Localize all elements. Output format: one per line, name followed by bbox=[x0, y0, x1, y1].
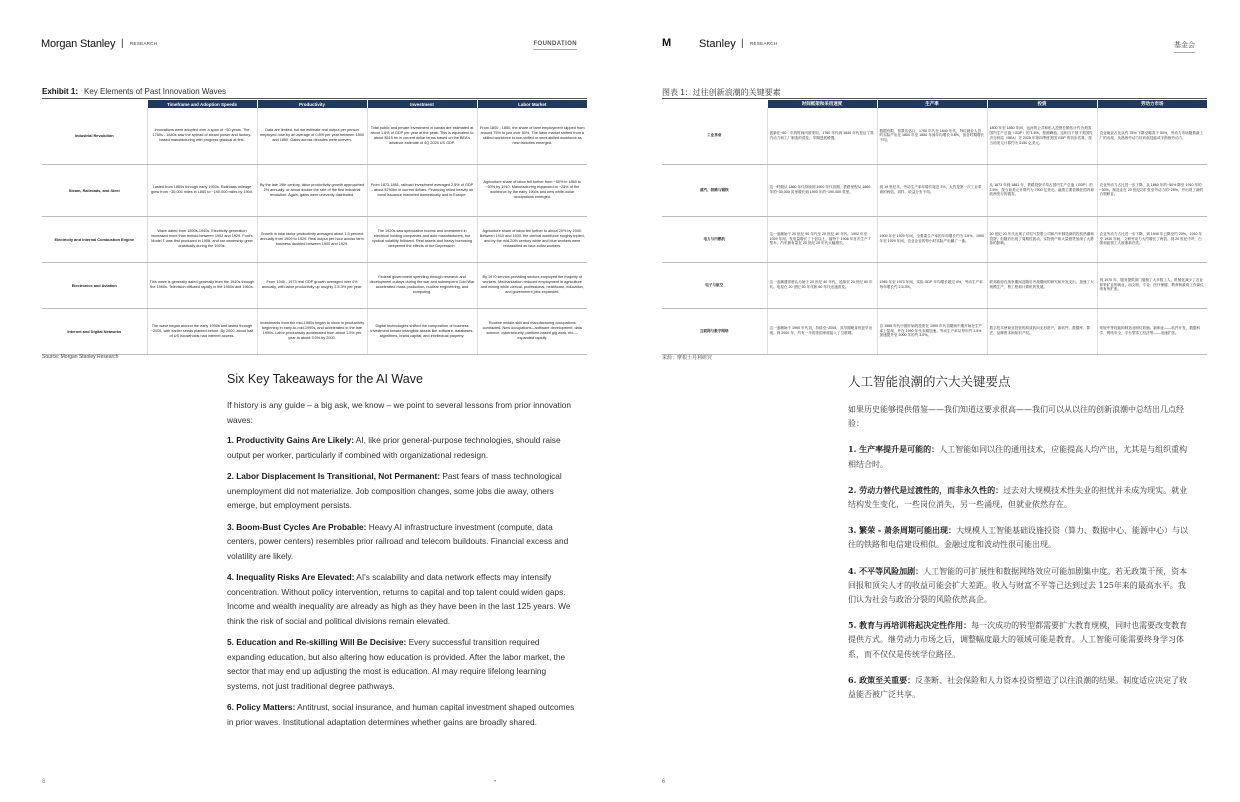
takeaway-title: 1. 生产率提升是可能的： bbox=[848, 444, 940, 455]
table-cell: 联邦政府在战争期间及随后冷战期间的研究和开发支出，加速了大规模生产、核工程和计算机的发展。 bbox=[987, 262, 1097, 308]
exhibit-label: Exhibit 1: bbox=[42, 87, 79, 96]
table-row bbox=[42, 216, 587, 262]
table-cell: Data are limited, but we estimate real output per person employed rose by an average of 0.8% per year between 1800 and 1850. Gains across decades were uneven. bbox=[257, 108, 367, 164]
page-number: 6 bbox=[42, 779, 46, 785]
table-cell: Agriculture share of labor fell further from ~50% in 1860 to ~30% by 1910. Manufacturing expanded to ~25% of the workforce by the early 1900s and new white-collar occupations emerged. bbox=[477, 164, 587, 216]
takeaway-item bbox=[227, 433, 577, 462]
takeaway-title: 2. 劳动力替代是过渡性的，而非永久性的： bbox=[848, 484, 1004, 495]
table-cell: 这一浪潮始于 20 世纪 90 年代至 20 世纪 40 年代。1902 年至 1929 年间，发电量增长了十倍以上。福特于 1908 年首次生产 T 型车，汽车拥有量在 20 世纪 20 年代大幅增长。 bbox=[767, 216, 877, 262]
table-cell: 1909 年至 1929 年间，全要素生产率的年均增长约为 1.5%。1900 年至 1929 年间，农业企业的每小时实际产出翻了一番。 bbox=[877, 216, 987, 262]
table-cell: Wave dated from 1890s-1940s. Electricity generation increased more than tenfold between 1902 and 1929. Ford's Model T was first produced in 1908, and car ownership grew drastically during the 1920s. bbox=[147, 216, 257, 262]
takeaway-title: 5. 教育与再培训将起决定性作用： bbox=[848, 620, 972, 631]
table-header: Investment bbox=[367, 100, 477, 108]
row-label: 蒸汽、铁路与钢铁 bbox=[662, 164, 767, 216]
exhibit-table bbox=[662, 100, 1207, 355]
table-cell: 20 世纪 20 年代出现了对电气控股公司和汽车制造商的投机热潮和投资，但随后出现了周期性波动。实物资产和大量借贷加深了大萧条的影响。 bbox=[987, 216, 1097, 262]
table-cell: Digital technologies shifted the composition of business investment toward intangible assets like software, databases, algorithms, brand capital, and intellectual property. bbox=[367, 308, 477, 354]
table-row bbox=[42, 308, 587, 354]
table-cell: 到 1970 年，服务提供部门雇佣了大多数工人。机械化减少了农业和采矿业的就业，而文职、专业、医疗保健、教育和政府工作岗位则有所扩张。 bbox=[1097, 262, 1207, 308]
table-cell: 这一时期从 1860 年代持续到 1900 年代初期，铁路里程从 1860 年的~30,000 英里增长到 1900 年的~190,000 英里。 bbox=[767, 164, 877, 216]
row-label: 电子与航空 bbox=[662, 262, 767, 308]
brand-logo-m: M bbox=[662, 37, 672, 49]
row-label: 互联网与数字网络 bbox=[662, 308, 767, 354]
table-cell: Total public and private investment in canals are estimated at about 1.6% of GDP per year at the peak. This is equivalent to about $515 bn in current dollar terms based on the BEA's advance estimate of 4Q 2025 US GDP. bbox=[367, 108, 477, 164]
takeaway-item bbox=[848, 673, 1193, 702]
table-header-row bbox=[42, 100, 587, 108]
brand-logo-rest: Stanley bbox=[699, 38, 736, 50]
exhibit-divider bbox=[42, 98, 587, 99]
table-cell: 农业就业占比从约 75% 下降至略高于 50%，劳动力市场随着新工厂的出现，从熟练劳动力转向低技能或半熟练劳动力。 bbox=[1097, 108, 1207, 164]
takeaway-text: AI's scalability and data network effects may intensify concentration. Without policy intervention, returns to capital and top talent could widen gaps. Income and wealth inequality are already as high as they have been in the last 125 years. We think the risk of social and political divisions remain elevated. bbox=[227, 572, 571, 626]
exhibit-table bbox=[42, 100, 587, 355]
page-number: 6 bbox=[662, 779, 666, 785]
exhibit-title: 图表 1：过往创新浪潮的关键要素 bbox=[662, 88, 781, 97]
takeaway-item bbox=[227, 700, 577, 729]
takeaway-item bbox=[848, 564, 1193, 608]
brand-separator: | bbox=[121, 38, 124, 49]
table-cell: Federal government spending through research and development outlays during the war and subsequent Cold War accelerated mass production, nuclear engineering, and computing. bbox=[367, 262, 477, 308]
takeaway-text: 人工智能如同以往的通用技术，应能提高人均产出，尤其是与组织重构相结合时。 bbox=[848, 445, 1188, 469]
takeaway-title: 3. Boom-Bust Cycles Are Probable: bbox=[227, 521, 367, 532]
takeaway-text: Antitrust, social insurance, and human capital investment shaped outcomes in prior waves. Institutional adaptation determines whether gains are broadly shared. bbox=[227, 702, 575, 727]
takeaway-text: Past fears of mass technological unemployment did not materialize. Job composition changes, some jobs die away, others emerge, but employment persists. bbox=[227, 471, 562, 510]
exhibit-title-text: Key Elements of Past Innovation Waves bbox=[84, 87, 227, 96]
table-cell: Innovations were adopted over a span of ~50 years. The 1760s - 1840s saw the spread of steam power and factory-based manufacturing with progress gradual at first. bbox=[147, 108, 257, 164]
takeaway-item bbox=[227, 635, 577, 693]
takeaway-text: 过去对大规模技术性失业的担忧并未成为现实。就业结构发生变化，一些岗位消失，另一些涌现，但就业依然存在。 bbox=[848, 485, 1188, 510]
table-cell: 1800 年至 1850 年间，运河的公共和私人投资总额估计约为美国国内生产总值（GDP）的 1.6%。按照峰值，这相当于基于美国经济分析局（BEA）对 2025 年第四季度美国 GDP 的初步估算，按当前美元计算约为 5150 亿美元。 bbox=[987, 108, 1097, 164]
takeaway-title: 2. Labor Displacement Is Transitional, Not Permanent: bbox=[227, 471, 441, 481]
row-label: Industrial Revolution bbox=[42, 108, 147, 164]
table-row bbox=[42, 108, 587, 164]
table-cell: Growth in total factor productivity averaged about 1.5 percent annually from 1909 to 1929. Real output per hour across farm business doubled between 1900 and 1929. bbox=[257, 216, 367, 262]
takeaway-item bbox=[848, 523, 1193, 552]
table-row bbox=[42, 164, 587, 216]
brand-separator: | bbox=[741, 38, 744, 49]
table-cell: 常规中等技能和制造业职位收缩。新职业——软件开发、数据科学、网络安全、平台型零工经济等——迅速扩张。 bbox=[1097, 308, 1207, 354]
takeaway-text: 反垄断、社会保险和人力资本投资塑造了以往浪潮的结果。制度适应决定了收益能否被广泛共享。 bbox=[848, 675, 1188, 700]
table-cell: 农业劳动力占比进一步下降，到 1940 年已降至约 20%。1910 年至 1930 年间，文职劳动力大约增长了两倍。到 20 世纪中叶，白领和蓝领工人被重新归类。 bbox=[1097, 216, 1207, 262]
takeaways-intro: 如果历史能够提供借鉴——我们知道这要求很高——我们可以从以往的创新浪潮中总结出几点经验： bbox=[848, 405, 1184, 429]
table-cell: 到 19 世纪末，劳动生产率年增长接近 2%，大约是第一次工业革命的两倍。同样，收益分布不均。 bbox=[877, 164, 987, 216]
takeaways-intro: If history is any guide – a big ask, we know – we point to several lessons from prior innovation waves: bbox=[227, 400, 572, 425]
takeaway-title: 6. Policy Matters: bbox=[227, 702, 296, 712]
section-label: FOUNDATION bbox=[533, 41, 577, 50]
takeaway-item bbox=[848, 442, 1193, 471]
chinese-page bbox=[620, 0, 1240, 802]
table-row bbox=[662, 164, 1207, 216]
table-header: 投资 bbox=[987, 100, 1097, 108]
table-cell: From 1873-1881, railroad investment averaged 2.5% of GDP – about $790bn in current dollars. Financing relied heavily on bond issuance marketed domestically and in Europe. bbox=[367, 164, 477, 216]
takeaway-text: Every successful transition required expanding education, but also altering how education is provided. After the labor market, the sector that may end up adjusting the most is education. AI may require lifelong learning systems, not just traditional degree pathways. bbox=[227, 637, 566, 691]
takeaway-title: 6. 政策至关重要： bbox=[848, 674, 916, 685]
row-label: Internet and Digital Networks bbox=[42, 308, 147, 354]
takeaways-section bbox=[227, 372, 577, 736]
table-cell: 1945 年至 1973 年间，实际 GDP 年均增长超过 4%，劳动生产率每年增长约 2.5-3%。 bbox=[877, 262, 987, 308]
takeaway-item bbox=[848, 483, 1193, 512]
table-header bbox=[662, 100, 767, 108]
table-cell: 从 1873 年到 1881 年，铁路投资平均占国内生产总值（GDP）的 2.5%，按当前美元计算约为 7900 亿美元。融资主要依赖在国内和欧洲发行的债券。 bbox=[987, 164, 1097, 216]
table-cell: Investments from the mid-1980s began to show in productivity beginning in early-to-mid-1990s, and accelerated in the late 1990s. Labor productivity accelerated from about 1.5% per year to about 3.0% by 2000. bbox=[257, 308, 367, 354]
table-cell: This wave is generally dated generally from the 1940s through the 1960s. Television diffused rapidly in the 1950s and 1960s. bbox=[147, 262, 257, 308]
table-cell: 这一浪潮始于 1990 年代初，持续至~2005，其早期萌芽则更早出现。到 2000 年，约有一半的美国家庭接入了互联网。 bbox=[767, 308, 877, 354]
table-header: Labor Market bbox=[477, 100, 587, 108]
table-row bbox=[662, 262, 1207, 308]
table-cell: From 1800 - 1850, the share of farm employment slipped from around 75% to just over 50%. The labor market shifted from a skilled workforce to low-skilled or semi-skilled workforce as new factories emerged. bbox=[477, 108, 587, 164]
takeaway-text: 每一次成功的转型都需要扩大教育规模，同时也需要改变教育提供方式。继劳动力市场之后，调整幅度最大的领域可能是教育。人工智能可能需要终身学习体系，而不仅仅是传统学位路径。 bbox=[848, 621, 1188, 659]
row-label: 工业革命 bbox=[662, 108, 767, 164]
table-header: Timeframe and Adoption Speeds bbox=[147, 100, 257, 108]
table-cell: 农业劳动力占比进一步下降，从 1860 年的~50% 降至 1910 年的~30%。制造业在 20 世纪初扩张至劳动力的~25%，并出现了新的白领职业。 bbox=[1097, 164, 1207, 216]
row-label: Steam, Railroads, and Steel bbox=[42, 164, 147, 216]
takeaways-heading: Six Key Takeaways for the AI Wave bbox=[227, 372, 423, 386]
table-cell: The 1920s saw speculative booms and investment in electrical holding companies and auto manufacturers, but cyclical volatility followed. Real assets and heavy borrowing deepened the effects of the Depression. bbox=[367, 216, 477, 262]
takeaway-text: 大规模人工智能基础设施投资（算力、数据中心、能源中心）与以往的铁路和电信建设相似。金融过度和波动性很可能出现。 bbox=[848, 526, 1189, 550]
table-header-row bbox=[662, 100, 1207, 108]
table-cell: Lasted from 1860s through early 1900s. Railroads mileage grew from ~30,000 miles in 1860 to ~190,000 miles by 1900. bbox=[147, 164, 257, 216]
takeaway-title: 4. Inequality Risks Are Elevated: bbox=[227, 572, 355, 582]
takeaway-item bbox=[227, 469, 577, 513]
table-cell: Routine middle-skill and manufacturing occupations contracted. New occupations—software development, data science, cybersecurity, platform-based gig work, etc.—expanded rapidly. bbox=[477, 308, 587, 354]
table-cell: 数字技术使商业投资的构成转向无形资产，如软件、数据库、算法、品牌资本和知识产权。 bbox=[987, 308, 1097, 354]
takeaway-title: 5. Education and Re-skilling Will Be Decisive: bbox=[227, 637, 407, 647]
takeaway-text: 人工智能的可扩展性和数据网络效应可能加剧集中度。若无政策干预，资本回报和顶尖人才的收益可能会扩大差距。收入与财富不平等已达到过去 125年来的最高水平。我们认为社会与政治分裂的风险依然高企。 bbox=[848, 566, 1188, 605]
table-header: 生产率 bbox=[877, 100, 987, 108]
takeaway-item bbox=[848, 618, 1193, 662]
row-label: Electricity and Internal Combustion Engine bbox=[42, 216, 147, 262]
takeaway-title: 1. Productivity Gains Are Likely: bbox=[227, 435, 354, 445]
table-cell: By 1970 service-providing sectors employed the majority of workers. Mechanization reduced employment in agriculture and mining while clerical, professional, healthcare, education, and government jobs expanded. bbox=[477, 262, 587, 308]
table-cell: The wave began around the early 1990s and lasted through ~2005, with earlier seeds planted before. By 2000, about half of US households had internet access. bbox=[147, 308, 257, 354]
table-cell: Agriculture share of labor fell further to about 20% by 1940. Between 1910 and 1930, the clerical workforce roughly tripled, and by the mid-20th century white and blue workers were reclassified as blue-collar workers. bbox=[477, 216, 587, 262]
takeaways-heading: 人工智能浪潮的六大关键要点 bbox=[848, 374, 1011, 389]
table-row bbox=[662, 108, 1207, 164]
takeaway-title: 3. 繁荣 - 萧条周期可能出现： bbox=[848, 525, 957, 536]
takeaways-section bbox=[848, 372, 1193, 713]
table-cell: 这一浪潮通常被认为始于 20 世纪 40 年代，延续至 20 世纪 60 年代。电视在 20 世纪 50 年代和 60 年代迅速普及。 bbox=[767, 262, 877, 308]
takeaway-title: 4. 不平等风险加剧： bbox=[848, 565, 924, 576]
table-row bbox=[662, 308, 1207, 354]
table-row bbox=[662, 216, 1207, 262]
source-note: 来源：摩根士丹利研究 bbox=[662, 355, 713, 361]
section-label: 基金会 bbox=[1174, 40, 1195, 53]
table-header: 时间框架和采用速度 bbox=[767, 100, 877, 108]
takeaway-text: AI, like prior general-purpose technologies, should raise output per worker, particularly if combined with organizational redesign. bbox=[227, 435, 561, 460]
table-cell: By the late 19th century, labor productivity growth approached 2% annually, or about double the rate of the first industrial revolution. Again, gains were unevenly distributed. bbox=[257, 164, 367, 216]
exhibit-title bbox=[42, 87, 226, 96]
takeaway-item bbox=[227, 520, 577, 564]
table-row bbox=[42, 262, 587, 308]
table-header: 劳动力市场 bbox=[1097, 100, 1207, 108]
table-cell: From 1945 - 1973 real GDP growth averaged over 4% annually, with labor productivity up roughly 2.5-3% per year. bbox=[257, 262, 367, 308]
row-label: 电力与内燃机 bbox=[662, 216, 767, 262]
brand-research-label: RESEARCH bbox=[130, 41, 158, 46]
brand-logo: Morgan Stanley bbox=[41, 38, 116, 50]
table-cell: 数据有限，但我们估计，1790 年代至 1840 年代，每位就业人员的实际产出在 1800 年至 1850 年间年均增长 0.8%，但各时期增长不均。 bbox=[877, 108, 987, 164]
table-cell: 创新在~50 年的时间内被采用。1760 年代到 1840 年代见证了蒸汽动力和工厂制造的普及，早期进展缓慢。 bbox=[767, 108, 877, 164]
exhibit-divider bbox=[662, 98, 1207, 99]
table-cell: 自 1980 年代中期开始的投资在 1990 年代初期到中期开始在生产率上显现，并在 1990 年代末期加速。劳动生产率从每年约 1.5% 加速提升至 2000 年的约 3.0%。 bbox=[877, 308, 987, 354]
row-label: Electronics and Aviation bbox=[42, 262, 147, 308]
brand-research-label: RESEARCH bbox=[750, 41, 778, 46]
source-note: Source: Morgan Stanley Research bbox=[42, 354, 119, 360]
center-mark: • bbox=[494, 779, 497, 785]
takeaway-item bbox=[227, 570, 577, 628]
takeaway-text: Heavy AI infrastructure investment (compute, data centers, power centers) resembles prior railroad and telecom buildouts. Financial excess and volatility are likely. bbox=[227, 521, 569, 561]
table-header: Productivity bbox=[257, 100, 367, 108]
table-header bbox=[42, 100, 147, 108]
